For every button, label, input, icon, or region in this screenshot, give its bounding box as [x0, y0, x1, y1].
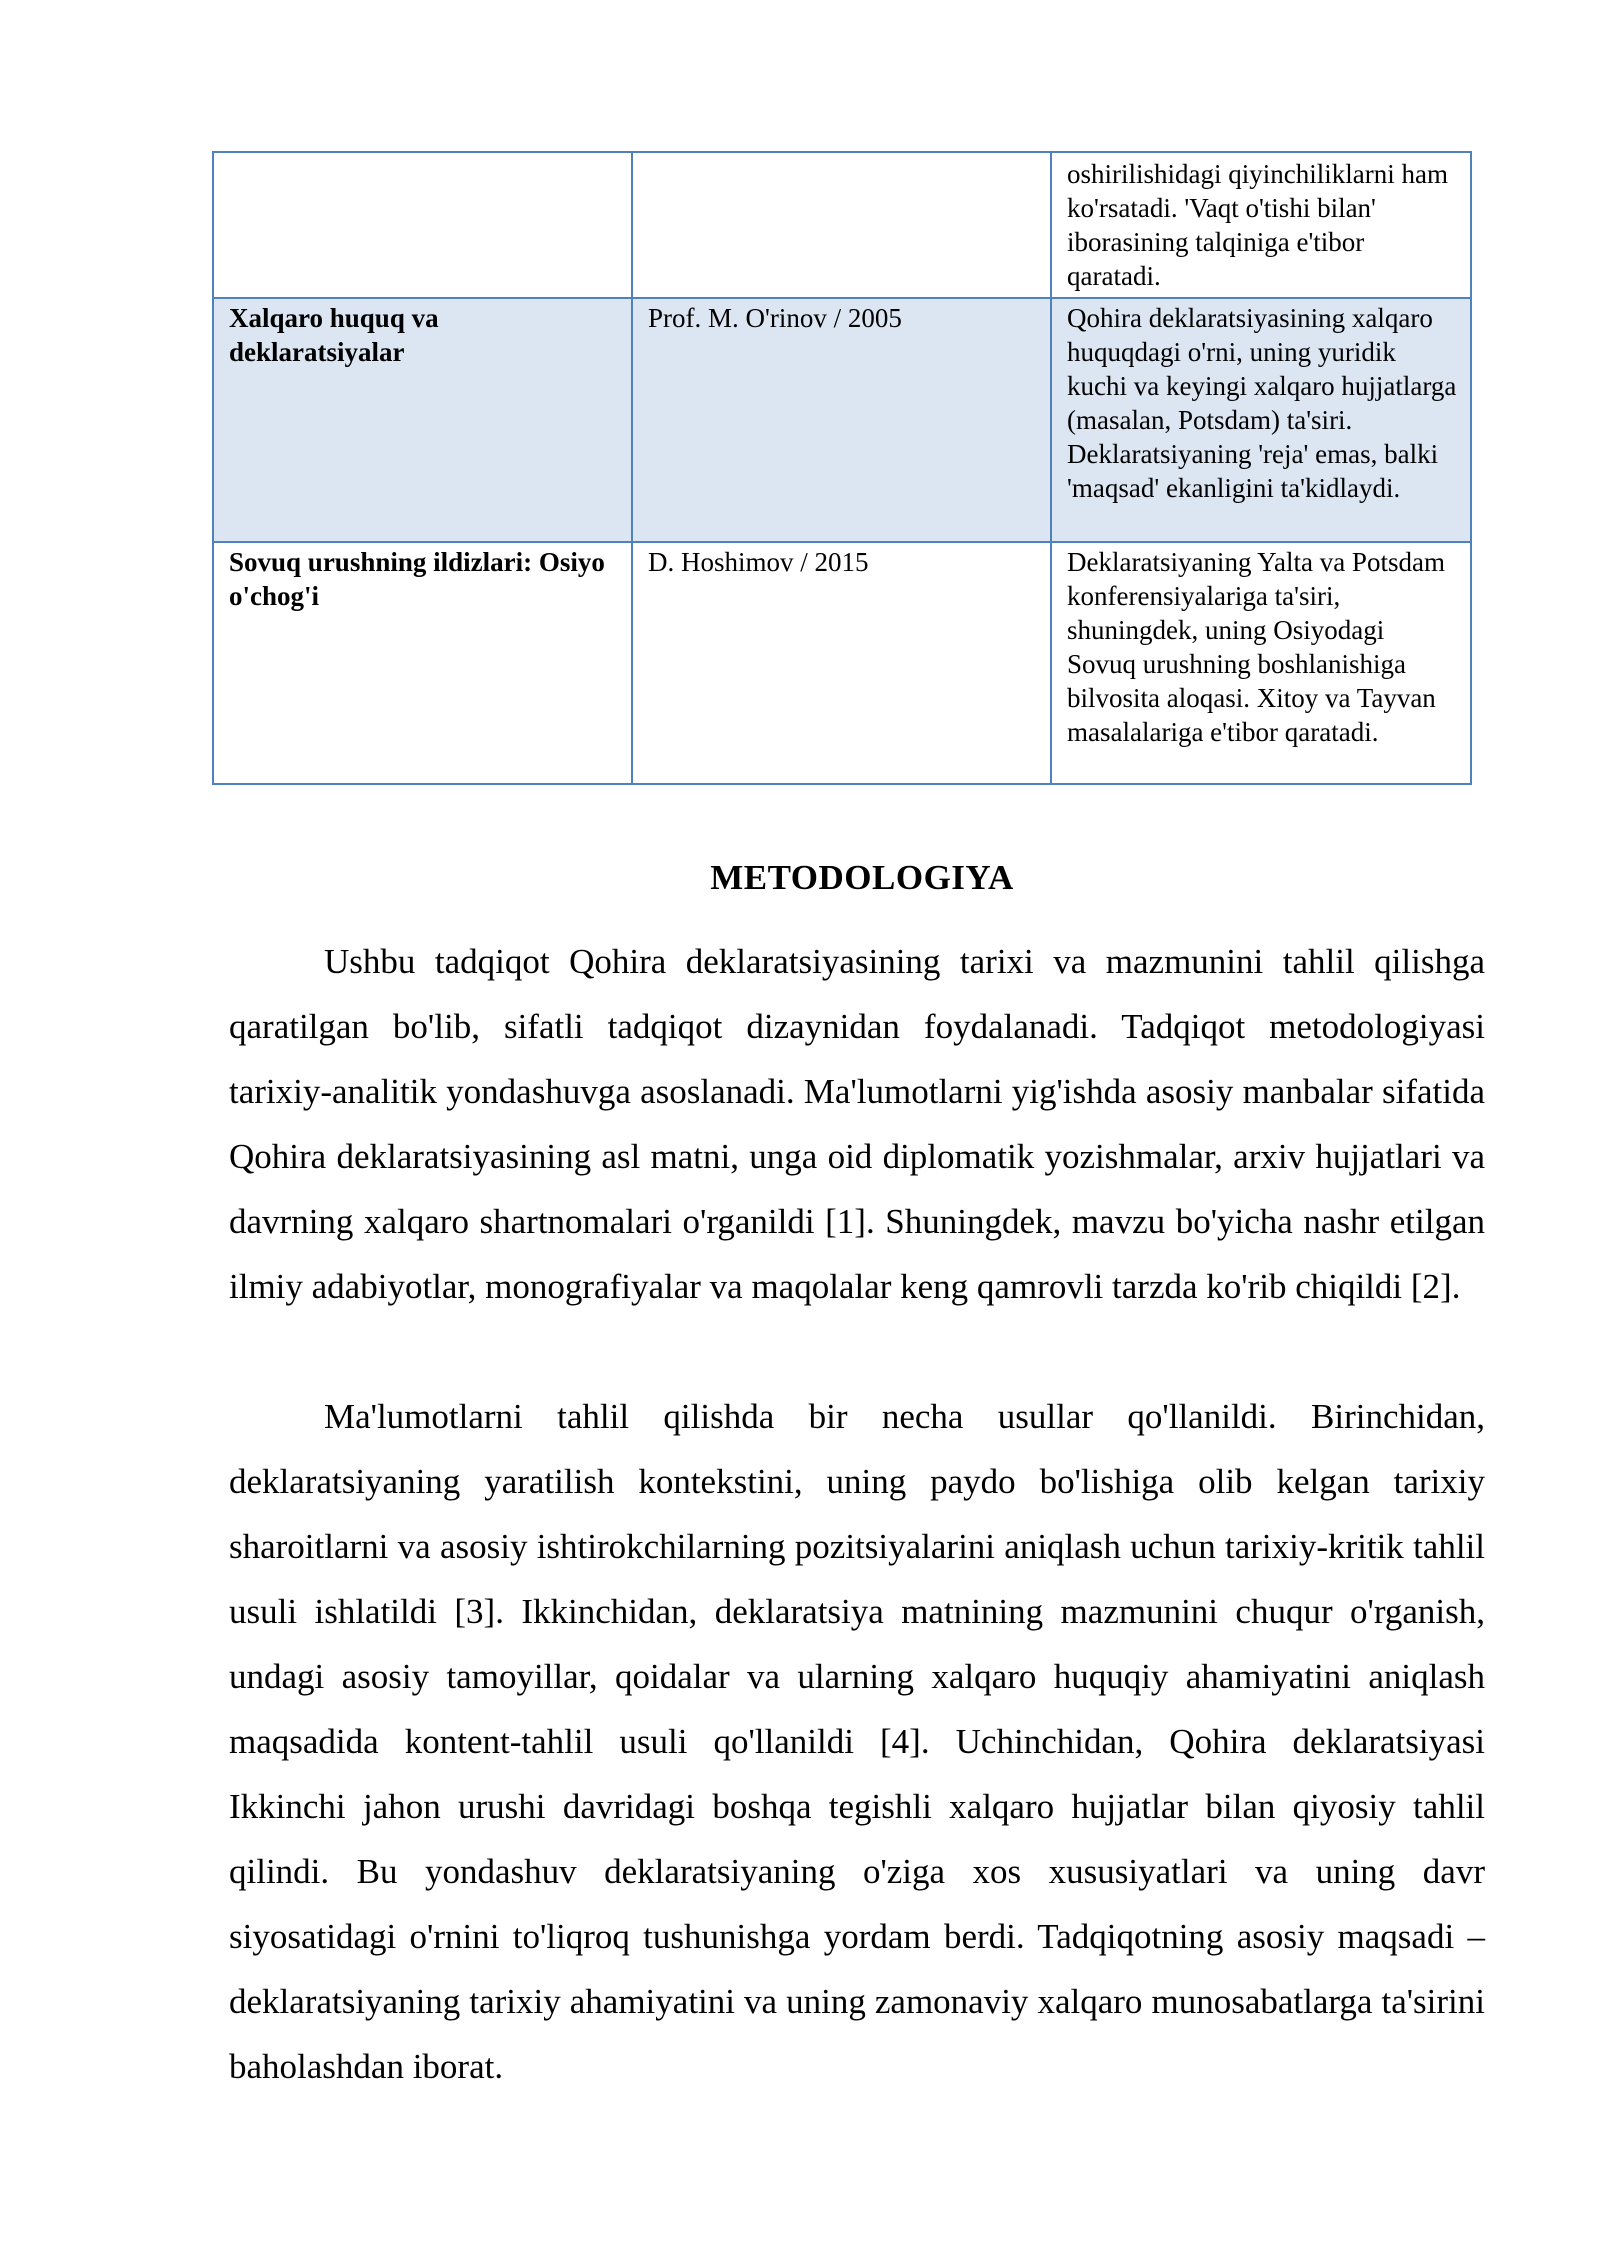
table-cell-description: Qohira deklaratsiyasining xalqaro huquqdagi o'rni, uning yuridik kuchi va keyingi xalqaro hujjatlarga (masalan, Potsdam) ta'siri. Deklaratsiyaning 'reja' emas, balki 'maqsad' ekanligini ta'kidlaydi.	[1051, 298, 1471, 542]
body-paragraph: Ushbu tadqiqot Qohira deklaratsiyasining tarixi va mazmunini tahlil qilishga qaratilgan bo'lib, sifatli tadqiqot dizaynidan foydalanadi. Tadqiqot metodologiyasi tarixiy-analitik yondashuvga asoslanadi. Ma'lumotlarni yig'ishda asosiy manbalar sifatida Qohira deklaratsiyasining asl matni, unga oid diplomatik yozishmalar, arxiv hujjatlari va davrning xalqaro shartnomalari o'rganildi [1]. Shuningdek, mavzu bo'yicha nashr etilgan ilmiy adabiyotlar, monografiyalar va maqolalar keng qamrovli tarzda ko'rib chiqildi [2].	[229, 942, 1485, 1306]
table-cell-topic: Xalqaro huquq va deklaratsiyalar	[213, 298, 632, 542]
table-cell-author-year: Prof. M. O'rinov / 2005	[632, 298, 1051, 542]
body-paragraph: Ma'lumotlarni tahlil qilishda bir necha usullar qo'llanildi. Birinchidan, deklaratsiyaning yaratilish kontekstini, uning paydo bo'lishiga olib kelgan tarixiy sharoitlarni va asosiy ishtirokchilarning pozitsiyalarini aniqlash uchun tarixiy-kritik tahlil usuli ishlatildi [3]. Ikkinchidan, deklaratsiya matnining mazmunini chuqur o'rganish, undagi asosiy tamoyillar, qoidalar va ularning xalqaro huquqiy ahamiyatini aniqlash maqsadida kontent-tahlil usuli qo'llanildi [4]. Uchinchidan, Qohira deklaratsiyasi Ikkinchi jahon urushi davridagi boshqa tegishli xalqaro hujjatlar bilan qiyosiy tahlil qilindi. Bu yondashuv deklaratsiyaning o'ziga xos xususiyatlari va uning davr siyosatidagi o'rnini to'liqroq tushunishga yordam berdi. Tadqiqotning asosiy maqsadi – deklaratsiyaning tarixiy ahamiyatini va uning zamonaviy xalqaro munosabatlarga ta'sirini baholashdan iborat.	[229, 1397, 1485, 2086]
body-paragraph-2-container	[229, 1384, 1485, 2099]
table-cell-author-year: D. Hoshimov / 2015	[632, 542, 1051, 784]
table-cell-description: oshirilishidagi qiyinchiliklarni ham ko'rsatadi. 'Vaqt o'tishi bilan' iborasining talqiniga e'tibor qaratadi.	[1051, 152, 1471, 298]
body-paragraph-1-container	[229, 929, 1485, 1319]
table-cell-author-year	[632, 152, 1051, 298]
table-row	[213, 298, 1471, 542]
section-heading: METODOLOGIYA	[710, 858, 1014, 897]
table-row	[213, 152, 1471, 298]
table-cell-description: Deklaratsiyaning Yalta va Potsdam konferensiyalariga ta'siri, shuningdek, uning Osiyodagi Sovuq urushning boshlanishiga bilvosita aloqasi. Xitoy va Tayvan masalalariga e'tibor qaratadi.	[1051, 542, 1471, 784]
table-cell-topic: Sovuq urushning ildizlari: Osiyo o'chog'i	[213, 542, 632, 784]
table-row	[213, 542, 1471, 784]
table-cell-topic	[213, 152, 632, 298]
literature-review-table	[212, 151, 1472, 785]
